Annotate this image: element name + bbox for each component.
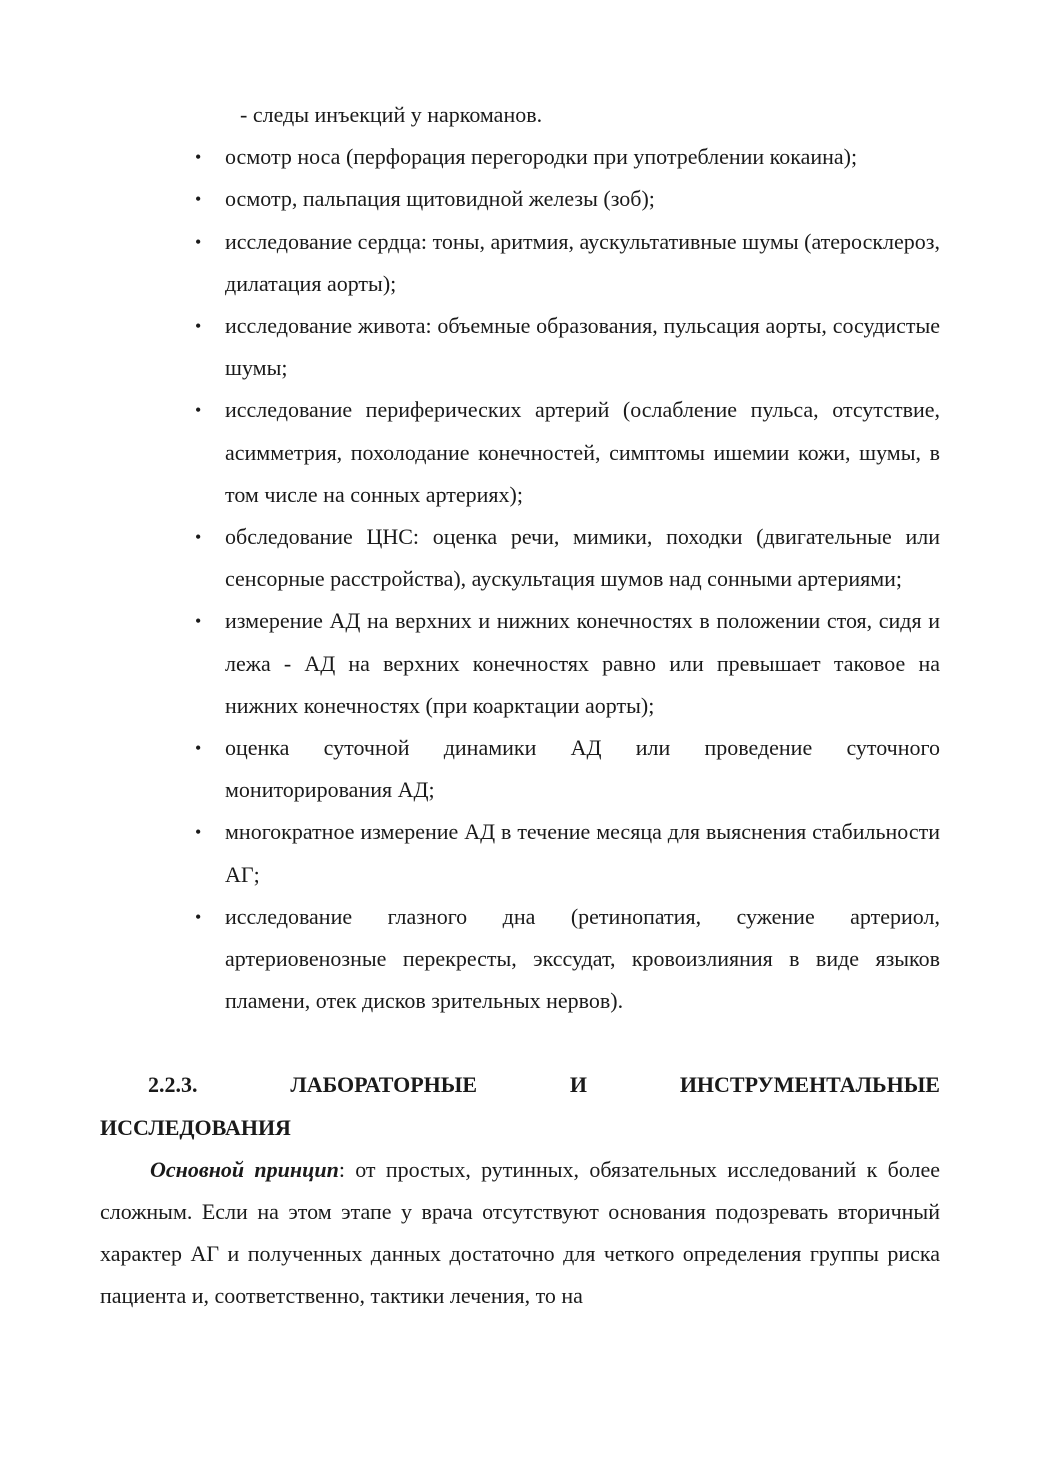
list-item-text: исследование глазного дна (ретинопатия, сужение артериол, артериовенозные перекресты, экссудат, кровоизлияния в виде языков пламени, отек дисков зрительных нервов). bbox=[225, 903, 940, 1014]
section-heading-word: ИНСТРУМЕНТАЛЬНЫЕ bbox=[679, 1072, 940, 1098]
list-item bbox=[100, 178, 940, 220]
document-page bbox=[100, 94, 940, 1318]
list-item-text: обследование ЦНС: оценка речи, мимики, походки (двигательные или сенсорные расстройства), аускультация шумов над сонными артериями; bbox=[225, 524, 940, 592]
list-item bbox=[100, 389, 940, 516]
list-item-text: исследование периферических артерий (ослабление пульса, отсутствие, асимметрия, похолодание конечностей, симптомы ишемии кожи, шумы, в том числе на сонных артериях); bbox=[225, 397, 940, 507]
list-item bbox=[100, 896, 940, 1023]
list-item-text: многократное измерение АД в течение месяца для выяснения стабильности АГ; bbox=[225, 819, 940, 887]
bullet-icon: • bbox=[195, 527, 202, 548]
list-item-text: измерение АД на верхних и нижних конечностях в положении стоя, сидя и лежа - АД на верхних конечностях равно или превышает таковое на нижних конечностях (при коарктации аорты); bbox=[225, 608, 940, 718]
top-line: - следы инъекций у наркоманов. bbox=[240, 102, 543, 127]
list-item bbox=[100, 811, 940, 895]
bullet-icon: • bbox=[195, 316, 202, 337]
list-item-text: осмотр носа (перфорация перегородки при употреблении кокаина); bbox=[225, 144, 858, 170]
section-heading-word: И bbox=[569, 1072, 587, 1098]
list-item-text: осмотр, пальпация щитовидной железы (зоб); bbox=[225, 186, 655, 212]
list-item bbox=[100, 600, 940, 727]
list-item-text: оценка суточной динамики АД или проведение суточного мониторирования АД; bbox=[225, 735, 940, 803]
list-item bbox=[100, 516, 940, 600]
bullet-list bbox=[100, 136, 940, 1022]
bullet-icon: • bbox=[195, 231, 202, 252]
bullet-icon: • bbox=[195, 906, 202, 927]
section-heading-line1 bbox=[100, 1064, 940, 1106]
bullet-icon: • bbox=[195, 189, 202, 210]
bullet-icon: • bbox=[195, 611, 202, 632]
list-item bbox=[100, 221, 940, 305]
paragraph-text: : от простых, рутинных, обязательных исследований к более сложным. Если на этом этапе у врача отсутствуют основания подозревать вторичный характер АГ и полученных данных достаточно для четкого определения группы риска пациента и, соответственно, тактики лечения, то на bbox=[100, 1156, 940, 1309]
section-heading bbox=[100, 1064, 940, 1148]
list-item bbox=[100, 727, 940, 811]
list-item-text: исследование живота: объемные образования, пульсация аорты, сосудистые шумы; bbox=[225, 313, 940, 381]
bullet-icon: • bbox=[195, 147, 202, 168]
principle-label: Основной принцип bbox=[150, 1156, 339, 1182]
section-heading-line2: ИССЛЕДОВАНИЯ bbox=[100, 1114, 291, 1140]
bullet-icon: • bbox=[195, 738, 202, 759]
section-heading-word: ЛАБОРАТОРНЫЕ bbox=[290, 1072, 478, 1098]
section-number: 2.2.3. bbox=[148, 1072, 198, 1098]
list-item-text: исследование сердца: тоны, аритмия, аускультативные шумы (атеросклероз, дилатация аорты); bbox=[225, 228, 940, 296]
bullet-icon: • bbox=[195, 400, 202, 421]
bullet-icon: • bbox=[195, 822, 202, 843]
list-item bbox=[100, 136, 940, 178]
list-item bbox=[100, 305, 940, 389]
body-paragraph bbox=[100, 1149, 940, 1318]
